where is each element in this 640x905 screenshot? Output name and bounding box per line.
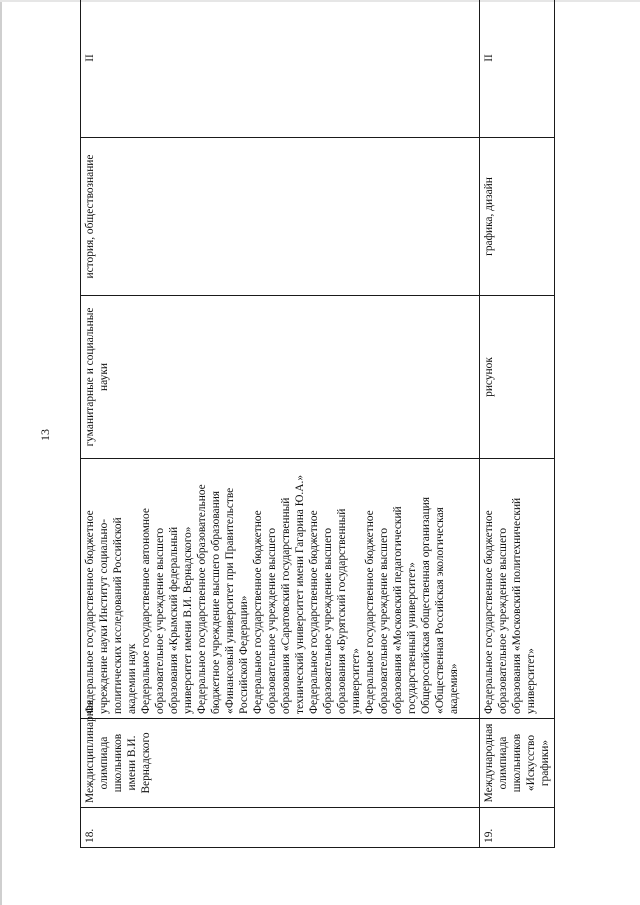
organizer-line: образования «Крымский федеральный (168, 526, 180, 714)
organizer-line: Федеральное государственное бюджетное (308, 510, 320, 714)
organizer-line: образования «Бурятский государственный (336, 508, 348, 714)
organizer-line: технический университет имени Гагарина Ю.А.» (294, 474, 306, 714)
organizer-line: бюджетное учреждение высшего образования (210, 490, 222, 714)
level-cell: II (81, 0, 480, 138)
level-cell: II (480, 0, 555, 138)
organizer-line: образования «Саратовский государственный (280, 497, 292, 714)
organizer-line: академия» (448, 663, 460, 714)
organizer-line: Федеральное государственное образовательное (196, 484, 208, 714)
organizer-line: Федеральное государственное автономное (140, 508, 152, 714)
organizer-line: Федеральное государственное бюджетное (483, 510, 495, 714)
organizer-line: государственный университет» (406, 562, 418, 714)
olympiad-name: Междисциплинарная олимпиада школьников имени В.И. Вернадского (81, 719, 480, 808)
table-row (480, 0, 555, 848)
organizer-line: образовательное учреждение высшего (154, 527, 166, 714)
profile-cell: гуманитарные и социальные науки (81, 296, 480, 459)
table-row (81, 0, 480, 848)
organizer-line: образования «Московский политехнический (511, 497, 523, 714)
row-number: 18. (81, 808, 480, 848)
olympiad-name: Международная олимпиада школьников «Искусство графики» (480, 719, 555, 808)
subjects-cell: история, обществознание (81, 138, 480, 296)
organizers-cell (81, 459, 480, 719)
organizer-line: образования «Московский педагогический (392, 506, 404, 714)
page-number: 13 (38, 429, 52, 441)
organizer-line: Общероссийская общественная организация (420, 496, 432, 714)
organizer-line: образовательное учреждение высшего (266, 527, 278, 714)
organizers-cell (480, 459, 555, 719)
organizer-line: Федеральное государственное бюджетное (252, 510, 264, 714)
organizer-line: «Общественная Российская экологическая (434, 507, 446, 714)
subjects-cell: графика, дизайн (480, 138, 555, 296)
organizer-line: политических исследований Российской (112, 517, 124, 714)
rotated-table-wrapper (80, 31, 624, 848)
row-number: 19. (480, 808, 555, 848)
profile-cell: рисунок (480, 296, 555, 459)
organizer-line: «Финансовый университет при Правительстве (224, 487, 236, 714)
organizer-line: Федеральное государственное бюджетное (84, 510, 96, 714)
organizer-line: образовательное учреждение высшего (497, 527, 509, 714)
scan-edge (0, 0, 2, 905)
organizer-line: Российской Федерации» (238, 595, 250, 714)
organizer-line: академии наук (126, 643, 138, 714)
organizer-line: Федеральное государственное бюджетное (364, 510, 376, 714)
organizer-line: университет» (525, 648, 537, 714)
organizer-line: университет» (350, 648, 362, 714)
organizer-line: образовательное учреждение высшего (322, 527, 334, 714)
organizer-line: университет имени В.И. Вернадского» (182, 526, 194, 714)
organizer-line: образовательное учреждение высшего (378, 527, 390, 714)
olympiad-table (80, 0, 555, 848)
organizer-line: учреждение науки Институт социально- (98, 518, 110, 714)
